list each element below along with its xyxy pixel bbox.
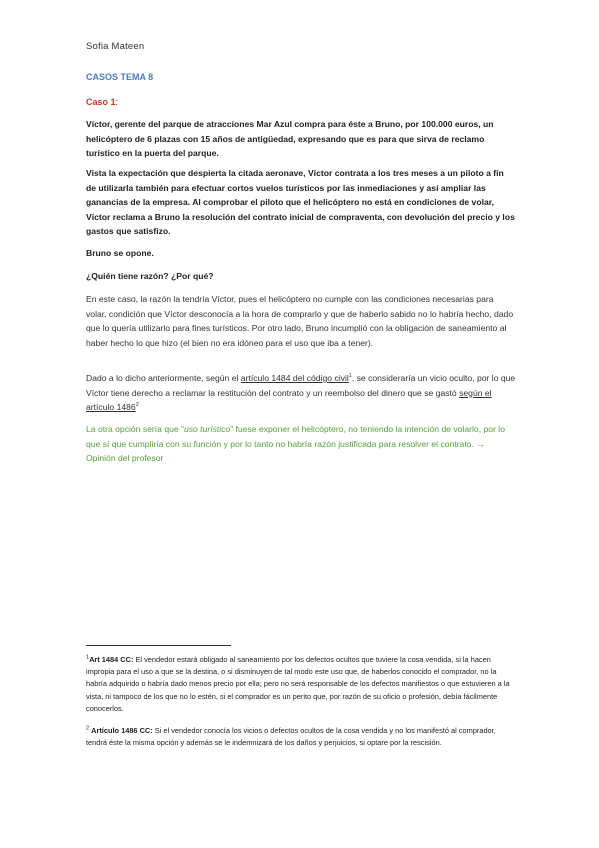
footnote-1-text: El vendedor estará obligado al saneamiento por los defectos ocultos que tuviere la cosa vendida, si la hacen impropia para el uso a que se la destina, o si disminuyen de tal modo este uso que, de haberlos conocido el comprador, no la habría adquirido o habría dado menos precio por ella; pero no será responsable de los defectos manifiestos o que estuvieren a la vista, ni tampoco de los que no lo estén, si el comprador es un perito que, por razón de su oficio o profesión, debía fácilmente conocerlos.	[86, 655, 510, 713]
footnote-separator	[86, 645, 231, 646]
footnote-ref-1[interactable]: 1	[348, 373, 352, 380]
case-statement-paragraph-1: Víctor, gerente del parque de atracciones Mar Azul compra para éste a Bruno, por 100.000 euros, un helicóptero de 6 plazas con 15 años de antigüedad, expresando que es para que sirva de reclamo turístico en la puerta del parque.	[86, 119, 494, 159]
case-label: Caso 1	[86, 97, 116, 107]
answer-2-intro: Dado a lo dicho anteriormente, según el	[86, 373, 241, 383]
opinion-emphasis: uso turístico	[183, 424, 231, 434]
footnote-2-mark: 2	[86, 725, 90, 732]
article-1484-link[interactable]: artículo 1484 del código civil	[240, 373, 349, 383]
answer-paragraph-2	[86, 371, 516, 415]
footnote-1	[86, 654, 516, 715]
footnote-1-label: Art 1484 CC:	[89, 655, 134, 664]
case-colon: :	[115, 97, 119, 107]
author-name: Sofia Mateen	[86, 41, 145, 52]
case-statement-paragraph-2: Vista la expectación que despierta la citada aeronave, Víctor contrata a los tres meses a un piloto a fin de utilizarla también para efectuar cortos vuelos turísticos por las inmediaciones y así ampliar las ganancias de la empresa. Al comprobar el piloto que el helicóptero no está en condiciones de volar, Víctor reclama a Bruno la resolución del contrato inicial de compraventa, con devolución del precio y los gastos que satisfizo.	[86, 168, 515, 237]
footnote-ref-2[interactable]: 2	[135, 402, 139, 409]
case-question: ¿Quién tiene razón? ¿Por qué?	[86, 271, 214, 281]
answer-2-middle: , se consideraría un vicio oculto, por lo que Víctor tiene derecho a reclamar la restitución del contrato y un reembolso del dinero que se gastó	[86, 373, 516, 398]
section-heading: CASOS TEMA 8	[86, 72, 154, 82]
answer-paragraph-1: En este caso, la razón la tendría Víctor, pues el helicóptero no cumple con las condiciones necesarias para volar, condición que Víctor desconocía a la hora de comprarlo y que de haberlo sabido no lo habría hecho, dado que lo quería utilizarlo para fines turísticos. Por otro lado, Bruno incumplió con la obligación de saneamiento al haber hecho lo que hizo (el bien no era idóneo para el uso que iba a tener).	[86, 294, 514, 348]
footnote-1-mark: 1	[86, 654, 90, 661]
case-title	[86, 97, 118, 107]
footnote-2	[86, 725, 516, 749]
opinion-intro: La otra opción sería que “	[86, 424, 184, 434]
opinion-rest: ” fuese exponer el helicóptero, no teniendo la intención de volarlo, por lo que sí que cumpliría con su función y por lo tanto no habría razón justificada para resolver el contrato. → Opinión del profesor	[86, 424, 505, 464]
case-statement-paragraph-3: Bruno se opone.	[86, 248, 154, 258]
professor-opinion-paragraph	[86, 422, 516, 466]
footnote-2-label: Artículo 1486 CC:	[91, 726, 153, 735]
footnote-2-text: Si el vendedor conocía los vicios o defectos ocultos de la cosa vendida y no los manifestó al comprador, tendrá éste la misma opción y además se le indemnizará de los daños y perjuicios, si optare por la rescisión.	[86, 726, 496, 748]
article-1486-link[interactable]: según el artículo 1486	[86, 387, 492, 413]
